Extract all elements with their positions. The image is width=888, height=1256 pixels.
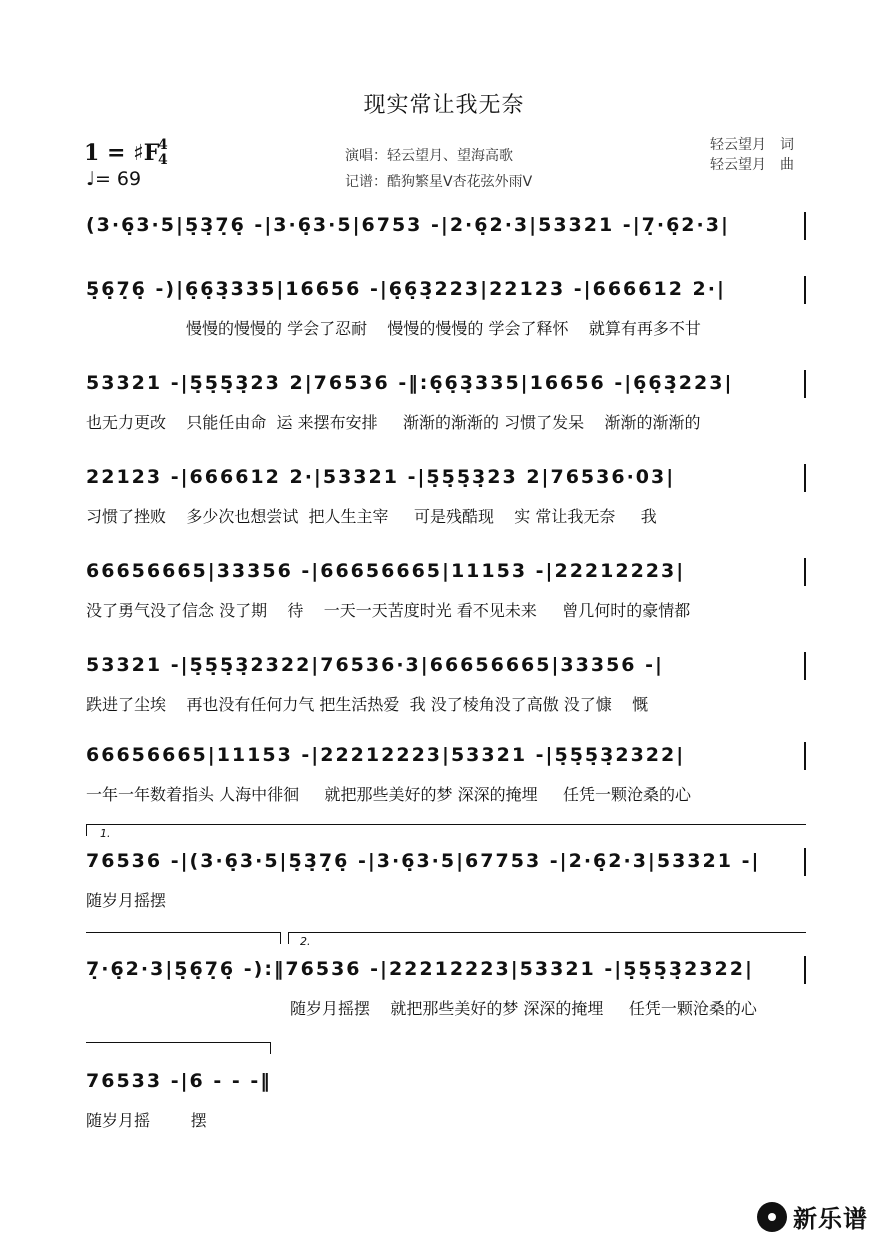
time-signature: [158, 138, 168, 168]
volta-2-continuation: [86, 1042, 270, 1043]
notation: 66656665|33356 -|66656665|11153 -|22212223|: [86, 560, 686, 582]
lyrics: 也无力更改 只能任由命 运 来摆布安排 渐渐的渐渐的 习惯了发呆 渐渐的渐渐的: [86, 413, 701, 432]
lyricist-credit: 轻云望月 词: [710, 137, 794, 153]
meter-bottom: 4: [158, 152, 168, 168]
volta-1-line: [86, 824, 806, 825]
meter-top: 4: [158, 137, 168, 153]
notation: 5̣6̣7̣6̣ -)|6̣6̣3̣335|16656 -|6̣6̣3̣223|22123 -|666612 2·|: [86, 278, 726, 300]
notation: 76536 -|(3·6̣3·5|5̣3̣7̣6̣ -|3·6̣3·5|67753 -|2·6̣2·3|53321 -|: [86, 850, 761, 872]
notation: 66656665|11153 -|22212223|53321 -|5̣5̣5̣3̣2322|: [86, 744, 686, 766]
volta-1-label: 1.: [100, 827, 111, 840]
volta-2-line: [288, 932, 806, 933]
bar-line-end: [804, 558, 806, 586]
volta-1-continuation: [86, 932, 280, 933]
key-signature: 1 = ♯F: [84, 140, 160, 166]
composer-credit: 轻云望月 曲: [710, 157, 794, 173]
bar-line-end: [804, 276, 806, 304]
volta-1-end-tick: [280, 932, 281, 944]
bar-line-end: [804, 212, 806, 240]
volta-2-end-tick: [270, 1042, 271, 1054]
volta-2-tick: [288, 932, 289, 944]
lyrics: 没了勇气没了信念 没了期 待 一天一天苦度时光 看不见未来 曾几何时的豪情都: [86, 601, 691, 620]
bar-line-end: [804, 848, 806, 876]
performer-credit: 演唱：轻云望月、望海高歌: [345, 148, 513, 164]
bar-line-end: [804, 956, 806, 984]
lyrics: 慢慢的慢慢的 学会了忍耐 慢慢的慢慢的 学会了释怀 就算有再多不甘: [186, 319, 701, 338]
volta-2-label: 2.: [300, 935, 311, 948]
tempo-marking: ♩= 69: [86, 168, 142, 190]
logo-text: 新乐谱: [793, 1205, 868, 1233]
site-logo: [757, 1199, 868, 1234]
bar-line-end: [804, 652, 806, 680]
song-title: 现实常让我无奈: [363, 93, 525, 118]
lyrics: 随岁月摇摆: [86, 891, 167, 910]
notation: 7̣·6̣2·3|5̣6̣7̣6̣ -):‖76536 -|22212223|53321 -|5̣5̣5̣3̣2322|: [86, 958, 754, 980]
record-disc-icon: [757, 1202, 787, 1232]
notation: (3·6̣3·5|5̣3̣7̣6̣ -|3·6̣3·5|6753 -|2·6̣2·3|53321 -|7̣·6̣2·3|: [86, 214, 730, 236]
notation: 22123 -|666612 2·|53321 -|5̣5̣5̣3̣23 2|76536·03|: [86, 466, 676, 488]
notation: 76533 -|6 - - -‖: [86, 1070, 272, 1092]
bar-line-end: [804, 370, 806, 398]
lyrics: 随岁月摇摆 就把那些美好的梦 深深的掩埋 任凭一颗沧桑的心: [290, 999, 757, 1018]
bar-line-end: [804, 742, 806, 770]
lyrics: 习惯了挫败 多少次也想尝试 把人生主宰 可是残酷现 实 常让我无奈 我: [86, 507, 657, 526]
lyrics: 跌进了尘埃 再也没有任何力气 把生活热爱 我 没了棱角没了高傲 没了慷 慨: [86, 695, 649, 714]
lyrics: 一年一年数着指头 人海中徘徊 就把那些美好的梦 深深的掩埋 任凭一颗沧桑的心: [86, 785, 692, 804]
lyrics: 随岁月摇 摆: [86, 1111, 207, 1130]
volta-1-tick: [86, 824, 87, 836]
notation: 53321 -|5̣5̣5̣3̣2322|76536·3|66656665|33356 -|: [86, 654, 664, 676]
bar-line-end: [804, 464, 806, 492]
notation: 53321 -|5̣5̣5̣3̣23 2|76536 -‖:6̣6̣3̣335|16656 -|6̣6̣3̣223|: [86, 372, 734, 394]
transcriber-credit: 记谱：酷狗繁星V杏花弦外雨V: [345, 174, 533, 190]
